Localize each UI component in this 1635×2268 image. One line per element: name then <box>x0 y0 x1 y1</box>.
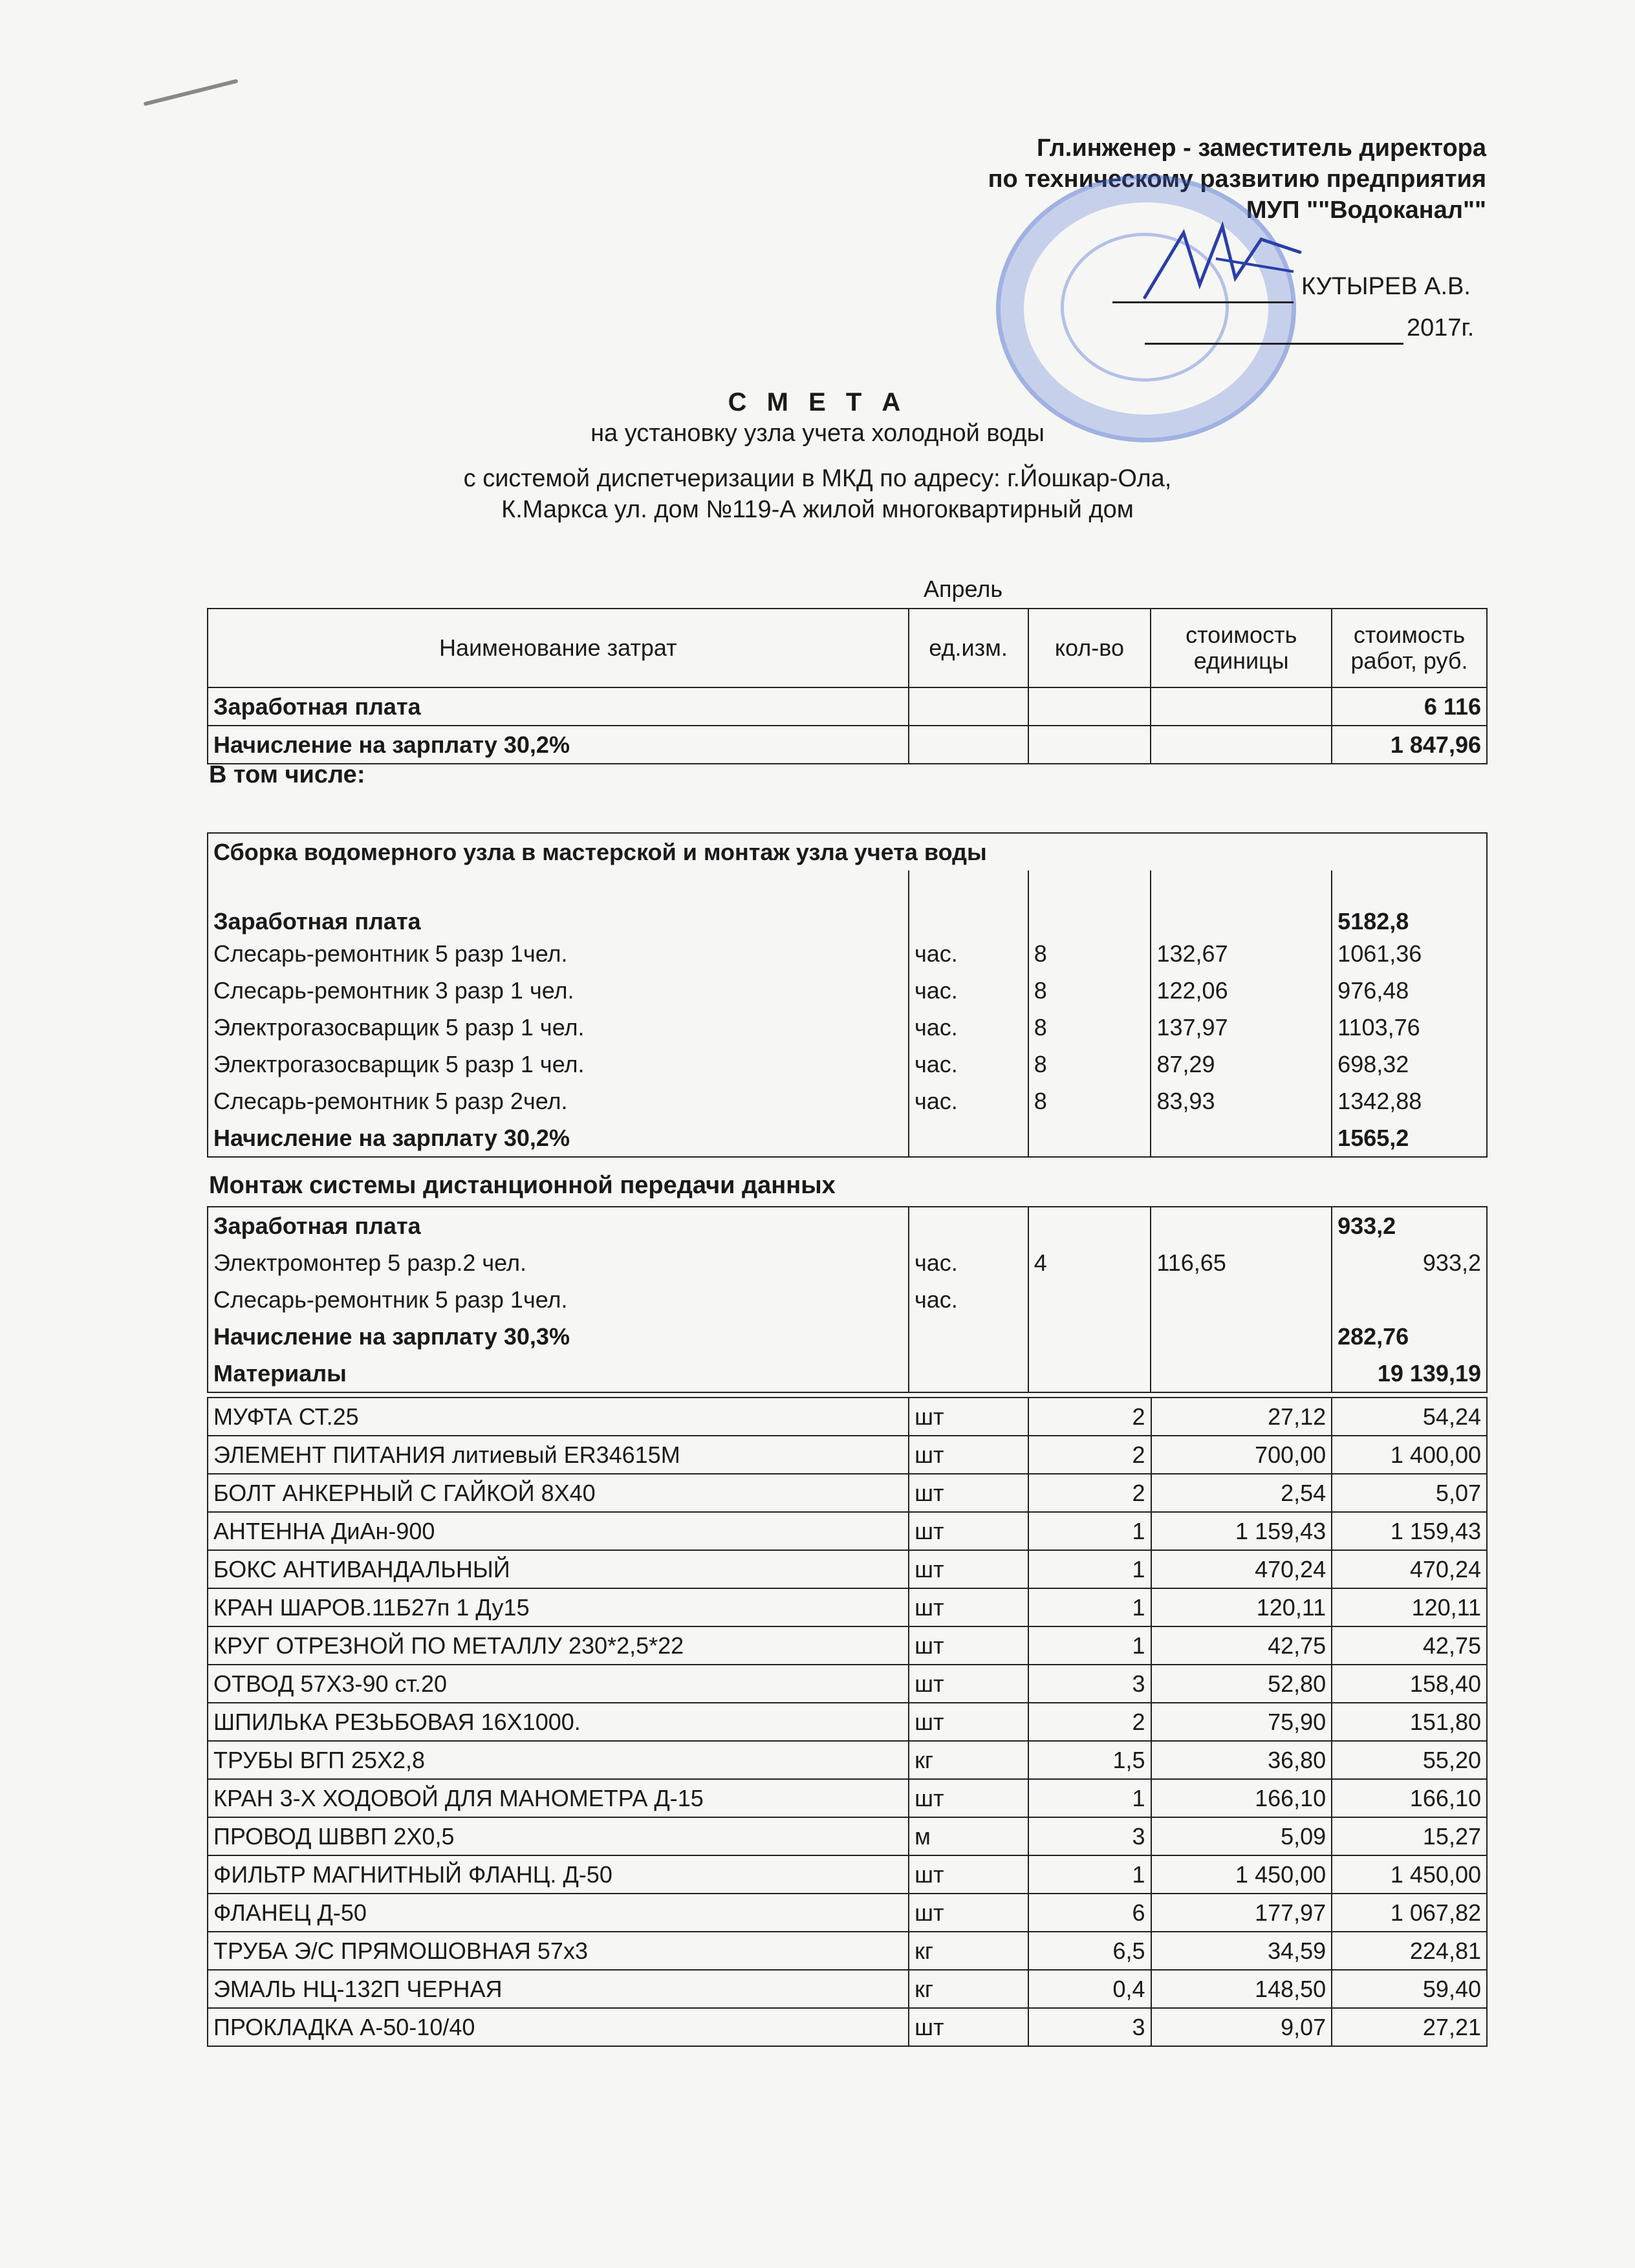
row-total: 1061,36 <box>1332 935 1487 972</box>
material-total: 158,40 <box>1332 1665 1487 1703</box>
scan-mark <box>144 79 239 106</box>
row-unit: час. <box>909 1244 1028 1281</box>
row-name: Слесарь-ремонтник 5 разр 1чел. <box>208 935 909 972</box>
material-price: 700,00 <box>1151 1436 1332 1474</box>
material-row <box>208 1817 1487 1855</box>
summary-header-row <box>208 609 1487 687</box>
material-unit: шт <box>909 1779 1028 1817</box>
material-price: 52,80 <box>1151 1665 1332 1703</box>
material-total: 1 159,43 <box>1332 1512 1487 1550</box>
material-qty: 1 <box>1028 1855 1151 1894</box>
section2-row <box>208 1281 1487 1318</box>
section1-row <box>208 1009 1487 1046</box>
material-row <box>208 1474 1487 1512</box>
section1-table <box>207 832 1488 1158</box>
material-price: 9,07 <box>1151 2008 1332 2046</box>
material-row <box>208 1436 1487 1474</box>
material-unit: шт <box>909 1436 1028 1474</box>
summary-table <box>207 608 1488 764</box>
material-price: 1 450,00 <box>1151 1855 1332 1894</box>
material-qty: 2 <box>1028 1703 1151 1741</box>
material-total: 1 450,00 <box>1332 1855 1487 1894</box>
row-qty: 8 <box>1028 1009 1151 1046</box>
section1-title-row <box>208 833 1487 870</box>
material-qty: 1 <box>1028 1512 1151 1550</box>
materials-total: 19 139,19 <box>1332 1355 1487 1392</box>
section2-materials-row <box>208 1355 1487 1392</box>
row-price: 132,67 <box>1151 935 1332 972</box>
material-name: КРАН ШАРОВ.11Б27п 1 Ду15 <box>208 1588 909 1626</box>
material-qty: 1,5 <box>1028 1741 1151 1779</box>
row-name: Электрогазосварщик 5 разр 1 чел. <box>208 1009 909 1046</box>
material-price: 470,24 <box>1151 1550 1332 1588</box>
material-price: 75,90 <box>1151 1703 1332 1741</box>
document-title: С М Е Т А <box>728 388 907 416</box>
material-price: 2,54 <box>1151 1474 1332 1512</box>
row-qty: 8 <box>1028 1046 1151 1083</box>
row-total: 976,48 <box>1332 972 1487 1009</box>
row-price <box>1151 1281 1332 1318</box>
material-unit: шт <box>909 2008 1028 2046</box>
material-unit: шт <box>909 1894 1028 1932</box>
material-total: 55,20 <box>1332 1741 1487 1779</box>
section2-row <box>208 1244 1487 1281</box>
row-total: 698,32 <box>1332 1046 1487 1083</box>
material-qty: 1 <box>1028 1626 1151 1665</box>
material-total: 54,24 <box>1332 1398 1487 1436</box>
material-unit: шт <box>909 1474 1028 1512</box>
material-total: 1 400,00 <box>1332 1436 1487 1474</box>
material-total: 151,80 <box>1332 1703 1487 1741</box>
section2-accrual-label: Начисление на зарплату 30,3% <box>208 1318 909 1355</box>
row-unit: час. <box>909 1009 1028 1046</box>
row-unit: час. <box>909 1046 1028 1083</box>
material-name: ЭМАЛЬ НЦ-132П ЧЕРНАЯ <box>208 1970 909 2008</box>
row-total <box>1332 1281 1487 1318</box>
section1-salary-total: 5182,8 <box>1332 870 1487 935</box>
material-name: БОЛТ АНКЕРНЫЙ С ГАЙКОЙ 8Х40 <box>208 1474 909 1512</box>
section1-row <box>208 972 1487 1009</box>
row-price: 87,29 <box>1151 1046 1332 1083</box>
section1-row <box>208 1083 1487 1119</box>
material-name: ШПИЛЬКА РЕЗЬБОВАЯ 16Х1000. <box>208 1703 909 1741</box>
material-price: 42,75 <box>1151 1626 1332 1665</box>
summary-salary-total: 6 116 <box>1332 687 1487 726</box>
row-qty: 4 <box>1028 1244 1151 1281</box>
date-line <box>1145 343 1403 345</box>
material-price: 148,50 <box>1151 1970 1332 2008</box>
material-row <box>208 1741 1487 1779</box>
material-qty: 6,5 <box>1028 1932 1151 1970</box>
row-qty: 8 <box>1028 972 1151 1009</box>
section1-accrual-label: Начисление на зарплату 30,2% <box>208 1119 909 1157</box>
material-qty: 1 <box>1028 1588 1151 1626</box>
material-name: КРУГ ОТРЕЗНОЙ ПО МЕТАЛЛУ 230*2,5*22 <box>208 1626 909 1665</box>
section2-salary-row <box>208 1207 1487 1244</box>
signer-name: КУТЫРЕВ А.В. <box>1301 273 1471 300</box>
material-total: 27,21 <box>1332 2008 1487 2046</box>
section2-accrual-total: 282,76 <box>1332 1318 1487 1355</box>
material-total: 120,11 <box>1332 1588 1487 1626</box>
material-name: ФИЛЬТР МАГНИТНЫЙ ФЛАНЦ. Д-50 <box>208 1855 909 1894</box>
material-name: ПРОВОД ШВВП 2Х0,5 <box>208 1817 909 1855</box>
material-row <box>208 1932 1487 1970</box>
material-row <box>208 1970 1487 2008</box>
material-qty: 3 <box>1028 1817 1151 1855</box>
material-row <box>208 1855 1487 1894</box>
row-price: 83,93 <box>1151 1083 1332 1119</box>
material-name: АНТЕННА ДиАн-900 <box>208 1512 909 1550</box>
material-price: 166,10 <box>1151 1779 1332 1817</box>
material-name: ТРУБА Э/С ПРЯМОШОВНАЯ 57х3 <box>208 1932 909 1970</box>
material-qty: 1 <box>1028 1779 1151 1817</box>
material-row <box>208 1512 1487 1550</box>
material-unit: шт <box>909 1855 1028 1894</box>
material-unit: м <box>909 1817 1028 1855</box>
material-unit: шт <box>909 1665 1028 1703</box>
section2-salary-label: Заработная плата <box>208 1207 909 1244</box>
row-qty: 8 <box>1028 935 1151 972</box>
material-row <box>208 2008 1487 2046</box>
summary-accrual-total: 1 847,96 <box>1332 726 1487 764</box>
material-row <box>208 1398 1487 1436</box>
material-price: 27,12 <box>1151 1398 1332 1436</box>
approval-year: 2017г. <box>1407 314 1475 341</box>
material-unit: кг <box>909 1741 1028 1779</box>
material-unit: шт <box>909 1626 1028 1665</box>
row-total: 1103,76 <box>1332 1009 1487 1046</box>
title-line-3: К.Маркса ул. дом №119-А жилой многоквартирный дом <box>501 496 1134 523</box>
material-qty: 1 <box>1028 1550 1151 1588</box>
title-line-2: с системой диспетчеризации в МКД по адресу: г.Йошкар-Ола, <box>463 465 1172 492</box>
approval-line-3: МУП ""Водоканал"" <box>1246 197 1486 224</box>
material-qty: 2 <box>1028 1436 1151 1474</box>
material-price: 5,09 <box>1151 1817 1332 1855</box>
approval-line-2: по техническому развитию предприятия <box>988 166 1486 193</box>
material-total: 166,10 <box>1332 1779 1487 1817</box>
row-total: 933,2 <box>1332 1244 1487 1281</box>
header-work-cost: стоимость работ, руб. <box>1332 609 1487 687</box>
summary-accrual-label: Начисление на зарплату 30,2% <box>208 726 909 764</box>
material-price: 1 159,43 <box>1151 1512 1332 1550</box>
material-name: БОКС АНТИВАНДАЛЬНЫЙ <box>208 1550 909 1588</box>
material-price: 36,80 <box>1151 1741 1332 1779</box>
section2-table <box>207 1206 1488 1393</box>
material-qty: 3 <box>1028 1665 1151 1703</box>
material-row <box>208 1588 1487 1626</box>
material-unit: кг <box>909 1970 1028 2008</box>
material-row <box>208 1894 1487 1932</box>
section1-row <box>208 935 1487 972</box>
approval-line-1: Гл.инженер - заместитель директора <box>1037 135 1486 162</box>
row-price: 116,65 <box>1151 1244 1332 1281</box>
section1-salary-row <box>208 870 1487 935</box>
row-unit: час. <box>909 972 1028 1009</box>
material-total: 1 067,82 <box>1332 1894 1487 1932</box>
material-name: КРАН 3-Х ХОДОВОЙ ДЛЯ МАНОМЕТРА Д-15 <box>208 1779 909 1817</box>
header-unit: ед.изм. <box>909 609 1028 687</box>
material-name: МУФТА СТ.25 <box>208 1398 909 1436</box>
material-name: ЭЛЕМЕНТ ПИТАНИЯ литиевый ER34615M <box>208 1436 909 1474</box>
row-qty <box>1028 1281 1151 1318</box>
row-price: 122,06 <box>1151 972 1332 1009</box>
section2-salary-total: 933,2 <box>1332 1207 1487 1244</box>
header-name: Наименование затрат <box>208 609 909 687</box>
row-qty: 8 <box>1028 1083 1151 1119</box>
section1-row <box>208 1046 1487 1083</box>
row-name: Электрогазосварщик 5 разр 1 чел. <box>208 1046 909 1083</box>
material-unit: шт <box>909 1588 1028 1626</box>
summary-salary-label: Заработная плата <box>208 687 909 726</box>
material-row <box>208 1626 1487 1665</box>
row-unit: час. <box>909 1083 1028 1119</box>
material-qty: 2 <box>1028 1474 1151 1512</box>
signature-line <box>1112 301 1294 303</box>
material-qty: 2 <box>1028 1398 1151 1436</box>
row-unit: час. <box>909 935 1028 972</box>
summary-accrual-row <box>208 726 1487 764</box>
header-unit-cost: стоимость единицы <box>1151 609 1332 687</box>
material-total: 5,07 <box>1332 1474 1487 1512</box>
material-name: ПРОКЛАДКА А-50-10/40 <box>208 2008 909 2046</box>
material-total: 224,81 <box>1332 1932 1487 1970</box>
section2-title: Монтаж системы дистанционной передачи данных <box>209 1172 836 1199</box>
material-row <box>208 1665 1487 1703</box>
section1-accrual-row <box>208 1119 1487 1157</box>
material-name: ФЛАНЕЦ Д-50 <box>208 1894 909 1932</box>
material-qty: 6 <box>1028 1894 1151 1932</box>
row-name: Электромонтер 5 разр.2 чел. <box>208 1244 909 1281</box>
row-price: 137,97 <box>1151 1009 1332 1046</box>
material-unit: шт <box>909 1398 1028 1436</box>
row-name: Слесарь-ремонтник 5 разр 2чел. <box>208 1083 909 1119</box>
material-qty: 0,4 <box>1028 1970 1151 2008</box>
month-label: Апрель <box>924 576 1003 602</box>
section1-salary-label: Заработная плата <box>208 870 909 935</box>
material-unit: шт <box>909 1550 1028 1588</box>
material-price: 177,97 <box>1151 1894 1332 1932</box>
row-unit: час. <box>909 1281 1028 1318</box>
material-row <box>208 1703 1487 1741</box>
material-name: ТРУБЫ ВГП 25Х2,8 <box>208 1741 909 1779</box>
section1-accrual-total: 1565,2 <box>1332 1119 1487 1157</box>
material-price: 34,59 <box>1151 1932 1332 1970</box>
materials-table <box>207 1397 1488 2047</box>
material-name: ОТВОД 57Х3-90 ст.20 <box>208 1665 909 1703</box>
material-unit: шт <box>909 1512 1028 1550</box>
material-total: 470,24 <box>1332 1550 1487 1588</box>
header-qty: кол-во <box>1028 609 1151 687</box>
section2-accrual-row <box>208 1318 1487 1355</box>
material-unit: шт <box>909 1703 1028 1741</box>
material-total: 15,27 <box>1332 1817 1487 1855</box>
summary-salary-row <box>208 687 1487 726</box>
row-name: Слесарь-ремонтник 5 разр 1чел. <box>208 1281 909 1318</box>
materials-body <box>208 1398 1487 2046</box>
materials-label: Материалы <box>208 1355 909 1392</box>
material-total: 59,40 <box>1332 1970 1487 2008</box>
including-label: В том числе: <box>209 761 365 788</box>
section1-title: Сборка водомерного узла в мастерской и монтаж узла учета воды <box>208 833 1487 870</box>
material-row <box>208 1550 1487 1588</box>
material-row <box>208 1779 1487 1817</box>
row-name: Слесарь-ремонтник 3 разр 1 чел. <box>208 972 909 1009</box>
material-total: 42,75 <box>1332 1626 1487 1665</box>
title-line-1: на установку узла учета холодной воды <box>590 420 1045 447</box>
material-unit: кг <box>909 1932 1028 1970</box>
material-qty: 3 <box>1028 2008 1151 2046</box>
row-total: 1342,88 <box>1332 1083 1487 1119</box>
material-price: 120,11 <box>1151 1588 1332 1626</box>
